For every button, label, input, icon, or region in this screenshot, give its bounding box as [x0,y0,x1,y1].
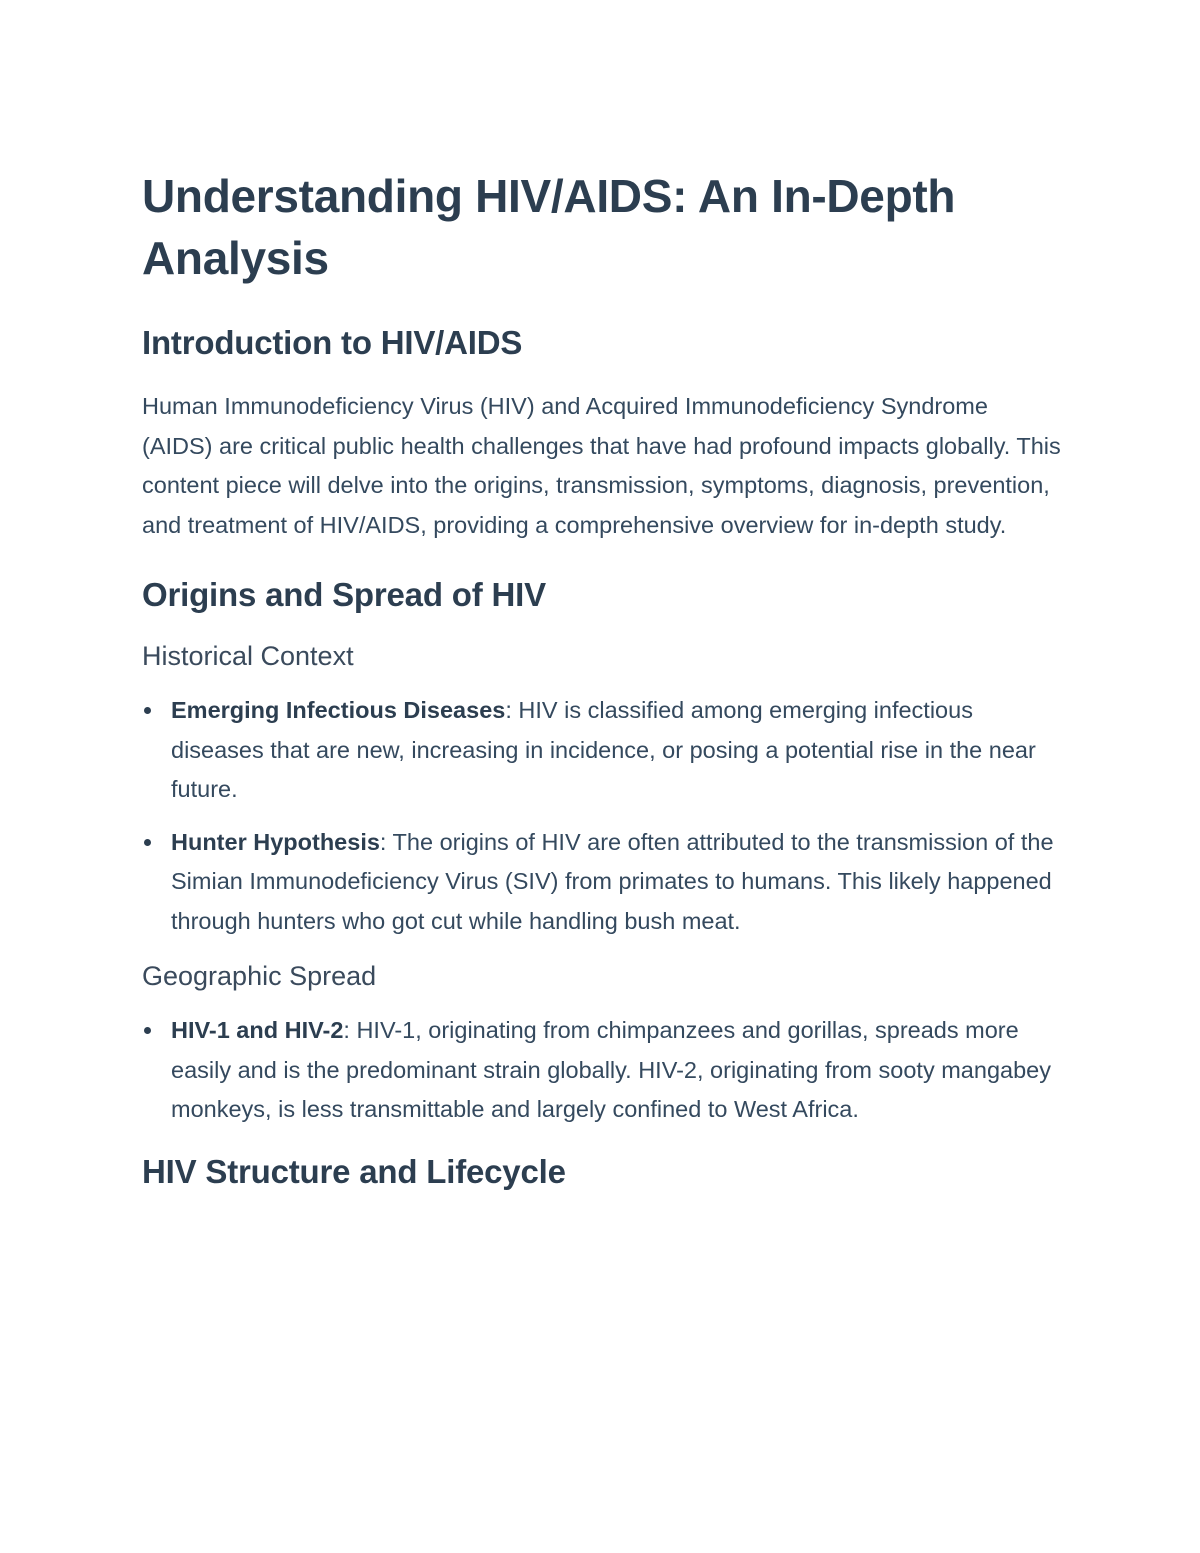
list-item [142,1011,1062,1130]
list-item-text: : HIV-1, originating from chimpanzees and gorillas, spreads more easily and is the predominant strain globally. HIV-2, originating from sooty mangabey monkeys, is less transmittable and largely confined to West Africa. [171,1017,1051,1122]
list-item-term: Emerging Infectious Diseases [171,697,506,723]
document-page [142,165,1062,1216]
bullet-icon [144,1027,151,1034]
geographic-spread-list [142,1011,1062,1130]
structure-heading: HIV Structure and Lifecycle [142,1152,566,1190]
list-item-text: : HIV is classified among emerging infectious diseases that are new, increasing in incidence, or posing a potential rise in the near future. [171,697,1036,802]
list-item [142,691,1062,810]
list-item-term: Hunter Hypothesis [171,828,380,855]
bullet-icon [144,839,151,846]
list-item-term: HIV-1 and HIV-2 [171,1017,344,1043]
historical-context-list [142,691,1062,941]
intro-paragraph: Human Immunodeficiency Virus (HIV) and Acquired Immunodeficiency Syndrome (AIDS) are critical public health challenges that have had profound impacts globally. This content piece will delve into the origins, transmission, symptoms, diagnosis, prevention, and treatment of HIV/AIDS, providing a comprehensive overview for in-depth study. [142,393,1061,538]
historical-context-heading: Historical Context [142,641,354,671]
intro-heading: Introduction to HIV/AIDS [142,324,523,361]
origins-heading: Origins and Spread of HIV [142,576,546,613]
bullet-icon [144,707,151,714]
list-item [142,823,1062,942]
list-item-text: : The origins of HIV are often attributed to the transmission of the Simian Immunodeficiency Virus (SIV) from primates to humans. This likely happened through hunters who got cut while handling bush meat. [171,828,1054,934]
geographic-spread-heading: Geographic Spread [142,961,377,991]
document-title: Understanding HIV/AIDS: An In-Depth Analysis [142,170,956,284]
